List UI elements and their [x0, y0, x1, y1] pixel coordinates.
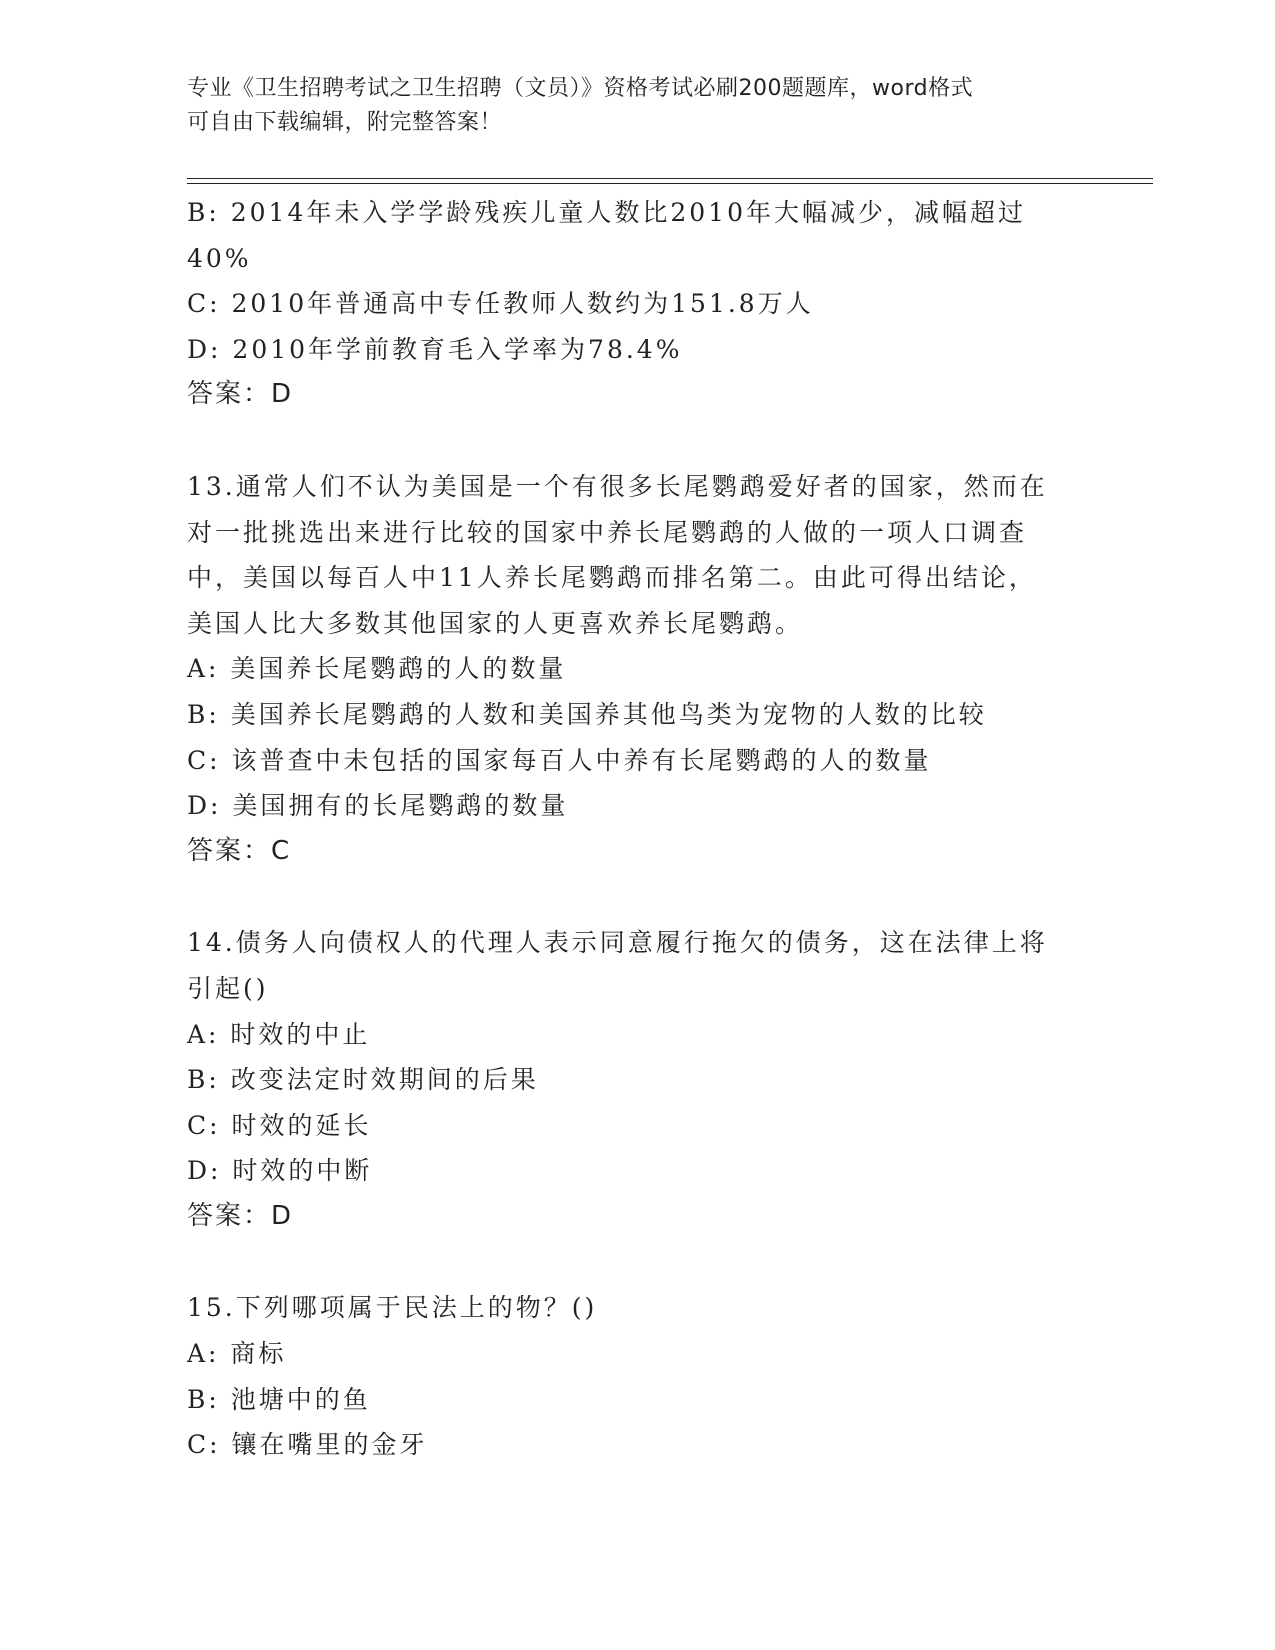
- question-block-14: [187, 920, 1087, 1239]
- option-line: B: 2014年未入学学龄残疾儿童人数比2010年大幅减少，减幅超过: [187, 198, 1026, 227]
- question-stem-line: 引起(): [187, 973, 269, 1003]
- option-line: B: 改变法定时效期间的后果: [187, 1065, 539, 1095]
- document-body: [187, 190, 1087, 1468]
- question-stem-line: 13.通常人们不认为美国是一个有很多长尾鹦鹉爱好者的国家，然而在: [187, 471, 1048, 501]
- option-line: B: 池塘中的鱼: [187, 1384, 371, 1414]
- option-line: D: 美国拥有的长尾鹦鹉的数量: [187, 791, 569, 821]
- option-line: 40%: [187, 243, 252, 273]
- answer-line: 答案：D: [187, 1200, 294, 1231]
- header-line: 专业《卫生招聘考试之卫生招聘（文员）》资格考试必刷200题题库，word格式: [187, 76, 974, 101]
- header-line: 可自由下载编辑，附完整答案！: [187, 110, 503, 135]
- option-line: C: 该普查中未包括的国家每百人中养有长尾鹦鹉的人的数量: [187, 745, 932, 775]
- option-line: B: 美国养长尾鹦鹉的人数和美国养其他鸟类为宠物的人数的比较: [187, 699, 987, 729]
- option-line: D: 时效的中断: [187, 1156, 373, 1186]
- option-line: C: 时效的延长: [187, 1110, 372, 1140]
- question-stem-line: 15.下列哪项属于民法上的物？(): [187, 1293, 598, 1323]
- answer-line: 答案：D: [187, 379, 294, 410]
- option-line: C: 镶在嘴里的金牙: [187, 1430, 428, 1460]
- option-line: A: 商标: [187, 1339, 287, 1369]
- question-block-13: [187, 464, 1087, 874]
- question-stem-line: 14.债务人向债权人的代理人表示同意履行拖欠的债务，这在法律上将: [187, 928, 1048, 958]
- question-stem-line: 美国人比大多数其他国家的人更喜欢养长尾鹦鹉。: [187, 608, 804, 638]
- question-stem-line: 中，美国以每百人中11人养长尾鹦鹉而排名第二。由此可得出结论，: [187, 563, 1037, 593]
- question-block-15: [187, 1285, 1087, 1467]
- question-stem-line: 对一批挑选出来进行比较的国家中养长尾鹦鹉的人做的一项人口调查: [187, 517, 1028, 547]
- option-line: A: 时效的中止: [187, 1019, 371, 1049]
- option-line: A: 美国养长尾鹦鹉的人的数量: [187, 654, 567, 684]
- header-rule: [187, 183, 1153, 184]
- header-rule: [187, 178, 1153, 179]
- answer-line: 答案：C: [187, 835, 292, 866]
- question-block-12: [187, 190, 1087, 418]
- page-header: [187, 72, 1087, 140]
- option-line: C: 2010年普通高中专任教师人数约为151.8万人: [187, 289, 814, 319]
- option-line: D: 2010年学前教育毛入学率为78.4%: [187, 334, 683, 364]
